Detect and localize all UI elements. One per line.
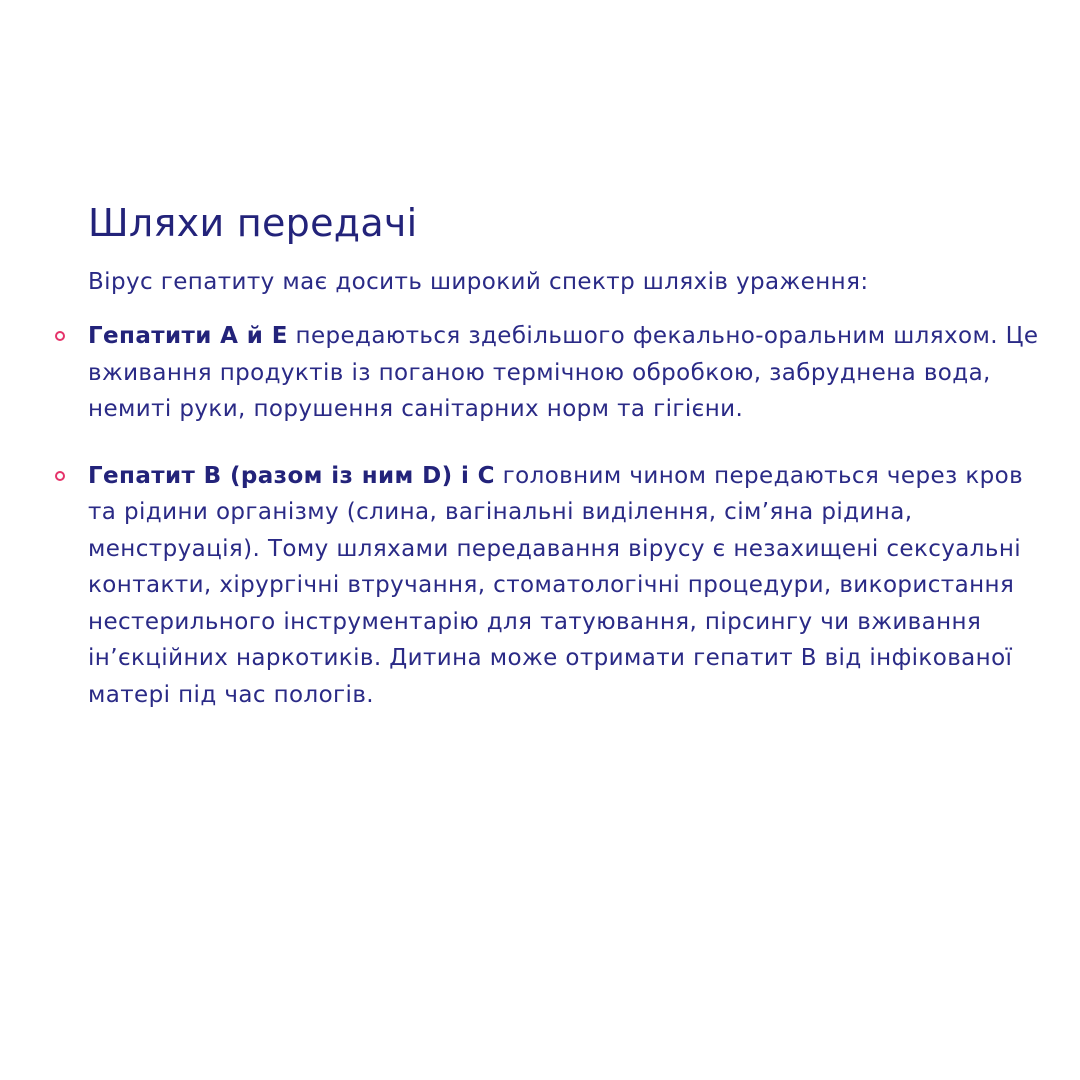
content-block [88, 196, 1048, 743]
list-item-text: головним чином передаються через кров та рідини організму (слина, вагінальні виділення, сім’яна рідина, менструація). Тому шляхами передавання вірусу є незахищені сексуальні контакти, хірургічні втручання, стоматологічні процедури, використання нестерильного інструментарію для татуювання, пірсингу чи вживання ін’єкційних наркотиків. Дитина може отримати гепатит В від інфікованої матері під час пологів. [88, 462, 1024, 708]
page-title: Шляхи передачі [88, 201, 418, 245]
intro-text: Вірус гепатиту має досить широкий спектр шляхів ураження: [88, 269, 869, 295]
list-item-hepatitis-a-e [88, 318, 1048, 428]
list-item-bold: Гепатити А й Е [88, 323, 288, 349]
circle-bullet-icon [55, 471, 65, 481]
circle-bullet-icon [55, 331, 65, 341]
transmission-list [88, 318, 1048, 713]
list-item-text: передаються здебільшого фекально-оральним шляхом. Це вживання продуктів із поганою термічною обробкою, забруднена вода, немиті руки, порушення санітарних норм та гігієни. [88, 323, 1039, 422]
list-item-hepatitis-b-d-c [88, 458, 1048, 714]
list-item-bold: Гепатит В (разом із ним D) і С [88, 462, 495, 489]
